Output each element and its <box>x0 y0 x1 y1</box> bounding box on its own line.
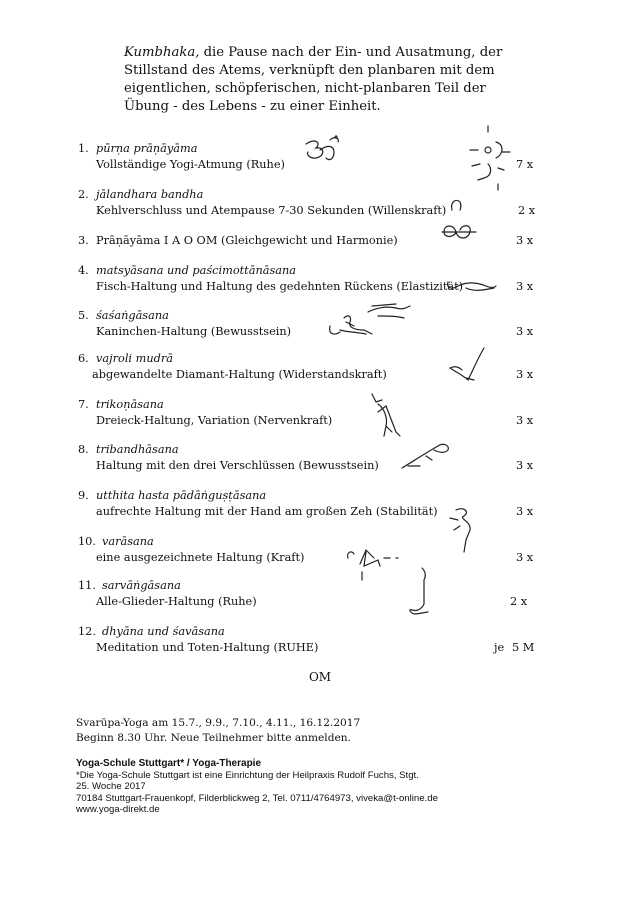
exercise-number: 1. <box>78 142 89 155</box>
intro-lead: Kumbhaka, <box>124 45 200 60</box>
exercise-number: 4. <box>78 264 89 277</box>
exercise-name: śaśaṅgāsana <box>96 309 169 322</box>
breathing-loops-drawing <box>440 220 478 240</box>
exercise-description: Alle-Glieder-Haltung (Ruhe) <box>96 595 257 608</box>
website: www.yoga-direkt.de <box>76 804 160 816</box>
standing-toe-pose-drawing <box>446 502 482 556</box>
exercise-name: trikoṇāsana <box>96 398 164 411</box>
exercise-repetitions: 3 x <box>516 280 534 293</box>
rabbit-pose-drawing <box>326 312 374 340</box>
exercise-repetitions: 2 x <box>518 204 536 217</box>
exercise-item-5 <box>78 309 558 349</box>
exercise-name: utthita hasta pādāṅguṣṭāsana <box>96 489 267 502</box>
intro-paragraph <box>124 44 504 116</box>
exercise-description: Haltung mit den drei Verschlüssen (Bewusstsein) <box>96 459 379 472</box>
week-label: 25. Woche 2017 <box>76 781 146 793</box>
exercise-repetitions: 3 x <box>516 325 534 338</box>
exercise-repetitions: 7 x <box>516 158 534 171</box>
exercise-name: dhyāna und śavāsana <box>102 625 225 638</box>
exercise-repetitions: 3 x <box>516 551 534 564</box>
exercise-name: jālandhara bandha <box>96 188 204 201</box>
address: 70184 Stuttgart-Frauenkopf, Filderblickweg 2, Tel. 0711/4764973, viveka@t-online.de <box>76 792 438 804</box>
exercise-number: 8. <box>78 443 89 456</box>
exercise-name: pūrṇa prāṇāyāma <box>96 142 198 155</box>
exercise-item-3 <box>78 220 558 260</box>
schedule-start: Beginn 8.30 Uhr. Neue Teilnehmer bitte anmelden. <box>76 732 351 744</box>
excellent-pose-drawing <box>344 544 404 584</box>
exercise-repetitions: 3 x <box>516 414 534 427</box>
exercise-repetitions: 3 x <box>516 234 534 247</box>
head-drawing <box>446 192 468 214</box>
fish-pose-drawing <box>446 276 498 296</box>
exercise-description: Dreieck-Haltung, Variation (Nervenkraft) <box>96 414 333 427</box>
schedule-dates: Svarūpa-Yoga am 15.7., 9.9., 7.10., 4.11., 16.12.2017 <box>76 717 361 729</box>
exercise-item-9 <box>78 489 558 529</box>
exercise-name: varāsana <box>102 535 154 548</box>
shoulder-stand-drawing <box>404 566 434 618</box>
exercise-description: Prāṇāyāma I A O OM (Gleichgewicht und Harmonie) <box>96 234 398 247</box>
exercise-description: Kaninchen-Haltung (Bewusstsein) <box>96 325 292 338</box>
diamond-pose-drawing <box>444 346 486 386</box>
exercise-description: Kehlverschluss und Atempause 7-30 Sekunden (Willenskraft) <box>96 204 447 217</box>
exercise-item-7 <box>78 398 558 438</box>
exercise-name: sarvāṅgāsana <box>102 579 181 592</box>
exercise-repetitions: 2 x <box>510 595 528 608</box>
exercise-name: tribandhāsana <box>96 443 179 456</box>
exercise-number: 12. <box>78 625 96 638</box>
exercise-item-11 <box>78 579 558 619</box>
triangle-pose-drawing <box>366 392 406 440</box>
exercise-item-8 <box>78 443 558 483</box>
three-locks-pose-drawing <box>398 438 454 472</box>
exercise-number: 7. <box>78 398 89 411</box>
exercise-repetitions: 3 x <box>516 505 534 518</box>
exercise-item-10 <box>78 535 558 575</box>
exercise-number: 2. <box>78 188 89 201</box>
exercise-description: aufrechte Haltung mit der Hand am großen Zeh (Stabilität) <box>96 505 438 518</box>
exercise-item-12 <box>78 625 558 665</box>
exercise-item-6 <box>78 352 558 392</box>
exercise-description: Fisch-Haltung und Haltung des gedehnten Rückens (Elastizität) <box>96 280 464 293</box>
schedule <box>76 716 360 746</box>
exercise-number: 11. <box>78 579 96 592</box>
footer <box>76 758 438 816</box>
exercise-repetitions-prefix: je <box>494 641 505 654</box>
exercise-description: eine ausgezeichnete Haltung (Kraft) <box>96 551 305 564</box>
exercise-description: Meditation und Toten-Haltung (RUHE) <box>96 641 319 654</box>
intro-text: die Pause nach der Ein- und Ausatmung, der Stillstand des Atems, verknüpft den planbaren mit dem eigentlichen, schöpferischen, nicht-planbaren Teil der Übung - des Lebens - zu einer Einheit. <box>124 45 503 114</box>
om-symbol-drawing <box>300 134 360 168</box>
exercise-number: 6. <box>78 352 89 365</box>
organization-note: *Die Yoga-Schule Stuttgart ist eine Einrichtung der Heilpraxis Rudolf Fuchs, Stgt. <box>76 769 419 781</box>
exercise-name: matsyāsana und paścimottānāsana <box>96 264 296 277</box>
exercise-repetitions: 3 x <box>516 368 534 381</box>
exercise-number: 9. <box>78 489 89 502</box>
exercise-repetitions: 5 M <box>512 641 535 654</box>
exercise-repetitions: 3 x <box>516 459 534 472</box>
exercise-number: 3. <box>78 234 89 247</box>
exercise-number: 5. <box>78 309 89 322</box>
organization-name: Yoga-Schule Stuttgart* / Yoga-Therapie <box>76 758 262 769</box>
exercise-description: abgewandelte Diamant-Haltung (Widerstandskraft) <box>92 368 387 381</box>
exercise-description: Vollständige Yogi-Atmung (Ruhe) <box>96 158 285 171</box>
closing-om: OM <box>308 670 332 684</box>
seated-figure-drawing <box>458 124 514 194</box>
exercise-number: 10. <box>78 535 96 548</box>
exercise-name: vajroli mudrā <box>96 352 173 365</box>
